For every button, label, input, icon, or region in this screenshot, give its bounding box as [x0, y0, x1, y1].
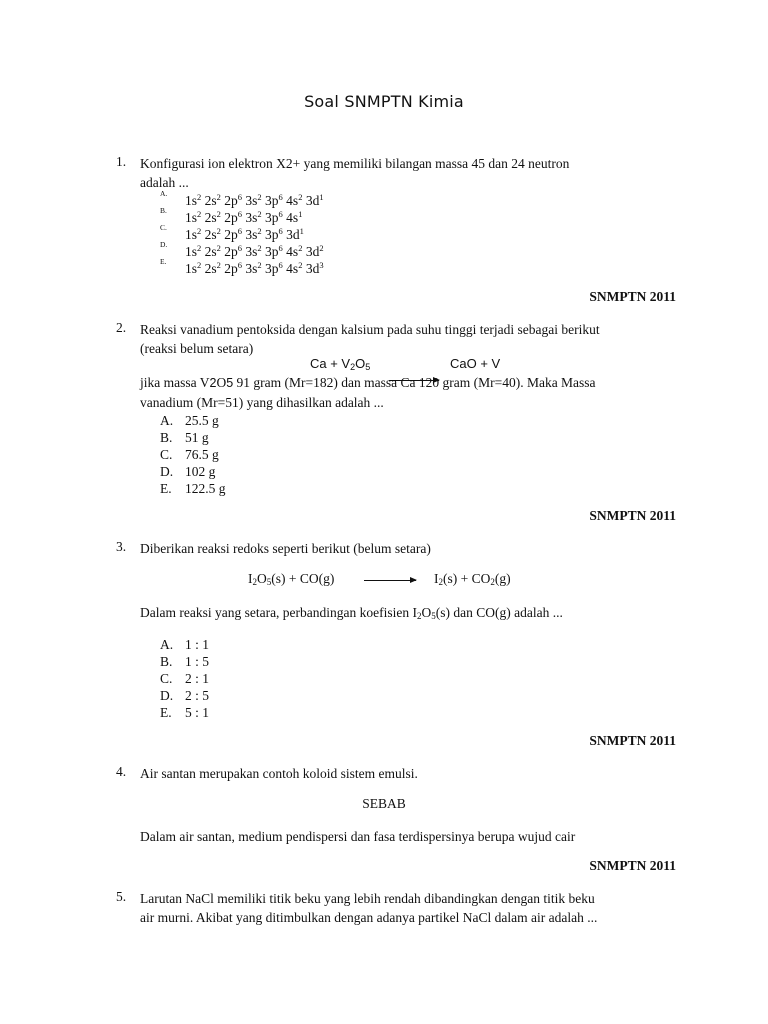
question-line: Konfigurasi ion elektron X2+ yang memiliki bilangan massa 45 dan 24 neutron [140, 156, 570, 171]
option-d: D. $1s^2$ $2s^2$ $2p^6$ $3s^2$ $3p^6$ $4s^2$ $3d^2$ [160, 240, 324, 259]
question-2 [116, 320, 676, 358]
option-e: E. 122.5 g [160, 481, 226, 496]
question-line: Diberikan reaksi redoks seperti berikut (belum setara) [140, 541, 431, 556]
question-1 [116, 154, 676, 277]
option-list [160, 189, 676, 277]
question-line: Reaksi vanadium pentoksida dengan kalsium pada suhu tinggi terjadi sebagai berikut [140, 322, 600, 337]
option-a: A. 25.5 g [160, 413, 219, 428]
question-number: 5. [116, 889, 127, 904]
option-e: E. 5 : 1 [160, 705, 210, 720]
question-line: Dalam reaksi yang setara, perbandingan koefisien $I_2O_5(s)$ dan CO(g) adalah ... [140, 605, 563, 621]
question-line: air murni. Akibat yang ditimbulkan dengan adanya partikel NaCl dalam air adalah ... [140, 910, 598, 925]
question-line: Air santan merupakan contoh koloid sistem emulsi. [140, 766, 418, 781]
question-line: jika massa V2O5 91 gram (Mr=182) dan massa Ca 120 gram (Mr=40). Maka Massa [140, 375, 596, 390]
question-number: 2. [116, 320, 127, 335]
option-list [160, 412, 676, 497]
question-text [140, 764, 676, 783]
option-a: A. $1s^2$ $2s^2$ $2p^6$ $3s^2$ $3p^6$ $4s^2$ $3d^1$ [160, 189, 324, 208]
question-line: vanadium (Mr=51) yang dihasilkan adalah ... [140, 395, 384, 410]
page-title: Soal SNMPTN Kimia [304, 92, 464, 111]
option-b: B. 1 : 5 [160, 654, 210, 669]
option-a: A. 1 : 1 [160, 637, 210, 652]
reaction-right: $I_2(s) + CO_2(g)$ [434, 571, 511, 587]
option-c: C. 2 : 1 [160, 671, 210, 686]
question-number: 3. [116, 539, 127, 554]
source-label: SNMPTN 2011 [589, 289, 676, 304]
question-line: Dalam air santan, medium pendispersi dan fasa terdispersinya berupa wujud cair [140, 829, 576, 844]
option-d: D. 2 : 5 [160, 688, 210, 703]
question-text [140, 827, 676, 846]
source-label: SNMPTN 2011 [589, 508, 676, 523]
option-list [160, 636, 676, 721]
question-text [140, 603, 676, 622]
question-number: 4. [116, 764, 127, 779]
question-3 [116, 539, 676, 558]
question-line: Larutan NaCl memiliki titik beku yang lebih rendah dibandingkan dengan titik beku [140, 891, 595, 906]
question-text [140, 154, 676, 192]
option-c: C. $1s^2$ $2s^2$ $2p^6$ $3s^2$ $3p^6$ $3d^1$ [160, 223, 304, 242]
source-label: SNMPTN 2011 [589, 733, 676, 748]
question-text [140, 889, 676, 927]
question-number: 1. [116, 154, 127, 169]
option-text: $1s^2$ $2s^2$ $2p^6$ $3s^2$ $3p^6$ $4s^2$ $3d^2$ [185, 243, 324, 259]
question-2-cont [116, 373, 676, 497]
question-3-cont [116, 603, 676, 721]
reaction-arrow-icon [364, 580, 416, 581]
option-text: $1s^2$ $2s^2$ $2p^6$ $3s^2$ $3p^6$ $4s^1$ [185, 209, 303, 225]
question-text [140, 320, 676, 358]
option-b: B. $1s^2$ $2s^2$ $2p^6$ $3s^2$ $3p^6$ $4s^1$ [160, 206, 303, 225]
option-b: B. 51 g [160, 430, 209, 445]
question-text [140, 539, 676, 558]
source-label: SNMPTN 2011 [589, 858, 676, 873]
reaction-left: $Ca + V_2O_5$ [310, 356, 371, 372]
reaction-left: $I_2O_5(s) + CO(g)$ [248, 571, 335, 587]
option-text: $1s^2$ $2s^2$ $2p^6$ $3s^2$ $3p^6$ $4s^2$ $3d^3$ [185, 260, 324, 276]
question-4 [116, 764, 676, 783]
question-line: adalah ... [140, 175, 189, 190]
option-text: $1s^2$ $2s^2$ $2p^6$ $3s^2$ $3p^6$ $3d^1$ [185, 226, 304, 242]
question-line: (reaksi belum setara) [140, 341, 254, 356]
option-c: C. 76.5 g [160, 447, 219, 462]
option-text: $1s^2$ $2s^2$ $2p^6$ $3s^2$ $3p^6$ $4s^2$ $3d^1$ [185, 192, 324, 208]
option-d: D. 102 g [160, 464, 216, 479]
question-4-cont [116, 827, 676, 846]
question-text [140, 373, 676, 412]
question-5 [116, 889, 676, 927]
option-e: E. $1s^2$ $2s^2$ $2p^6$ $3s^2$ $3p^6$ $4s^2$ $3d^3$ [160, 257, 324, 276]
reaction-right: CaO + V [450, 356, 501, 371]
sebab-label: SEBAB [362, 796, 406, 811]
